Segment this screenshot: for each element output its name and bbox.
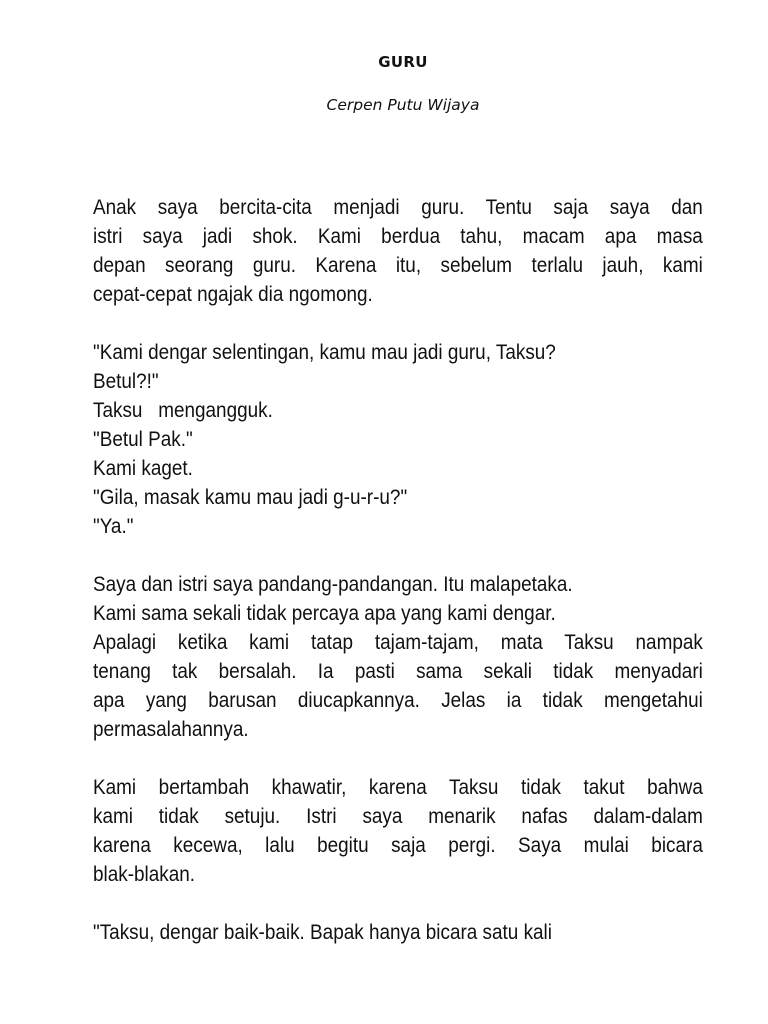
text-line: tenang tak bersalah. Ia pasti sama sekali tidak menyadari	[93, 659, 703, 683]
document-subtitle: Cerpen Putu Wijaya	[326, 96, 480, 114]
text-line: cepat-cepat ngajak dia ngomong.	[93, 282, 373, 306]
text-line: blak-blakan.	[93, 862, 196, 886]
text-line: Betul?!"	[93, 369, 159, 393]
text-line: "Taksu, dengar baik-baik. Bapak hanya bicara satu kali	[93, 920, 552, 944]
document-body	[93, 193, 703, 976]
text-line: Kami sama sekali tidak percaya apa yang kami dengar.	[93, 601, 556, 625]
paragraph-4	[93, 773, 703, 889]
text-line: "Ya."	[93, 514, 134, 538]
text-line: istri saya jadi shok. Kami berdua tahu, macam apa masa	[93, 224, 703, 248]
document-title: GURU	[378, 53, 428, 71]
text-line: kami tidak setuju. Istri saya menarik nafas dalam-dalam	[93, 804, 703, 828]
paragraph-3	[93, 570, 703, 744]
text-line: "Kami dengar selentingan, kamu mau jadi guru, Taksu?	[93, 340, 556, 364]
text-line: Kami kaget.	[93, 456, 193, 480]
text-line: depan seorang guru. Karena itu, sebelum terlalu jauh, kami	[93, 253, 703, 277]
paragraph-1	[93, 193, 703, 309]
text-line: karena kecewa, lalu begitu saja pergi. Saya mulai bicara	[93, 833, 703, 857]
text-line: Saya dan istri saya pandang-pandangan. Itu malapetaka.	[93, 572, 573, 596]
text-line: permasalahannya.	[93, 717, 249, 741]
text-line: apa yang barusan diucapkannya. Jelas ia tidak mengetahui	[93, 688, 703, 712]
text-line: Taksu mengangguk.	[93, 398, 273, 422]
text-line: Apalagi ketika kami tatap tajam-tajam, mata Taksu nampak	[93, 630, 703, 654]
text-line: Kami bertambah khawatir, karena Taksu tidak takut bahwa	[93, 775, 703, 799]
text-line: "Betul Pak."	[93, 427, 193, 451]
paragraph-5	[93, 918, 703, 947]
text-line: Anak saya bercita-cita menjadi guru. Tentu saja saya dan	[93, 195, 703, 219]
paragraph-2	[93, 338, 703, 541]
text-line: "Gila, masak kamu mau jadi g-u-r-u?"	[93, 485, 408, 509]
